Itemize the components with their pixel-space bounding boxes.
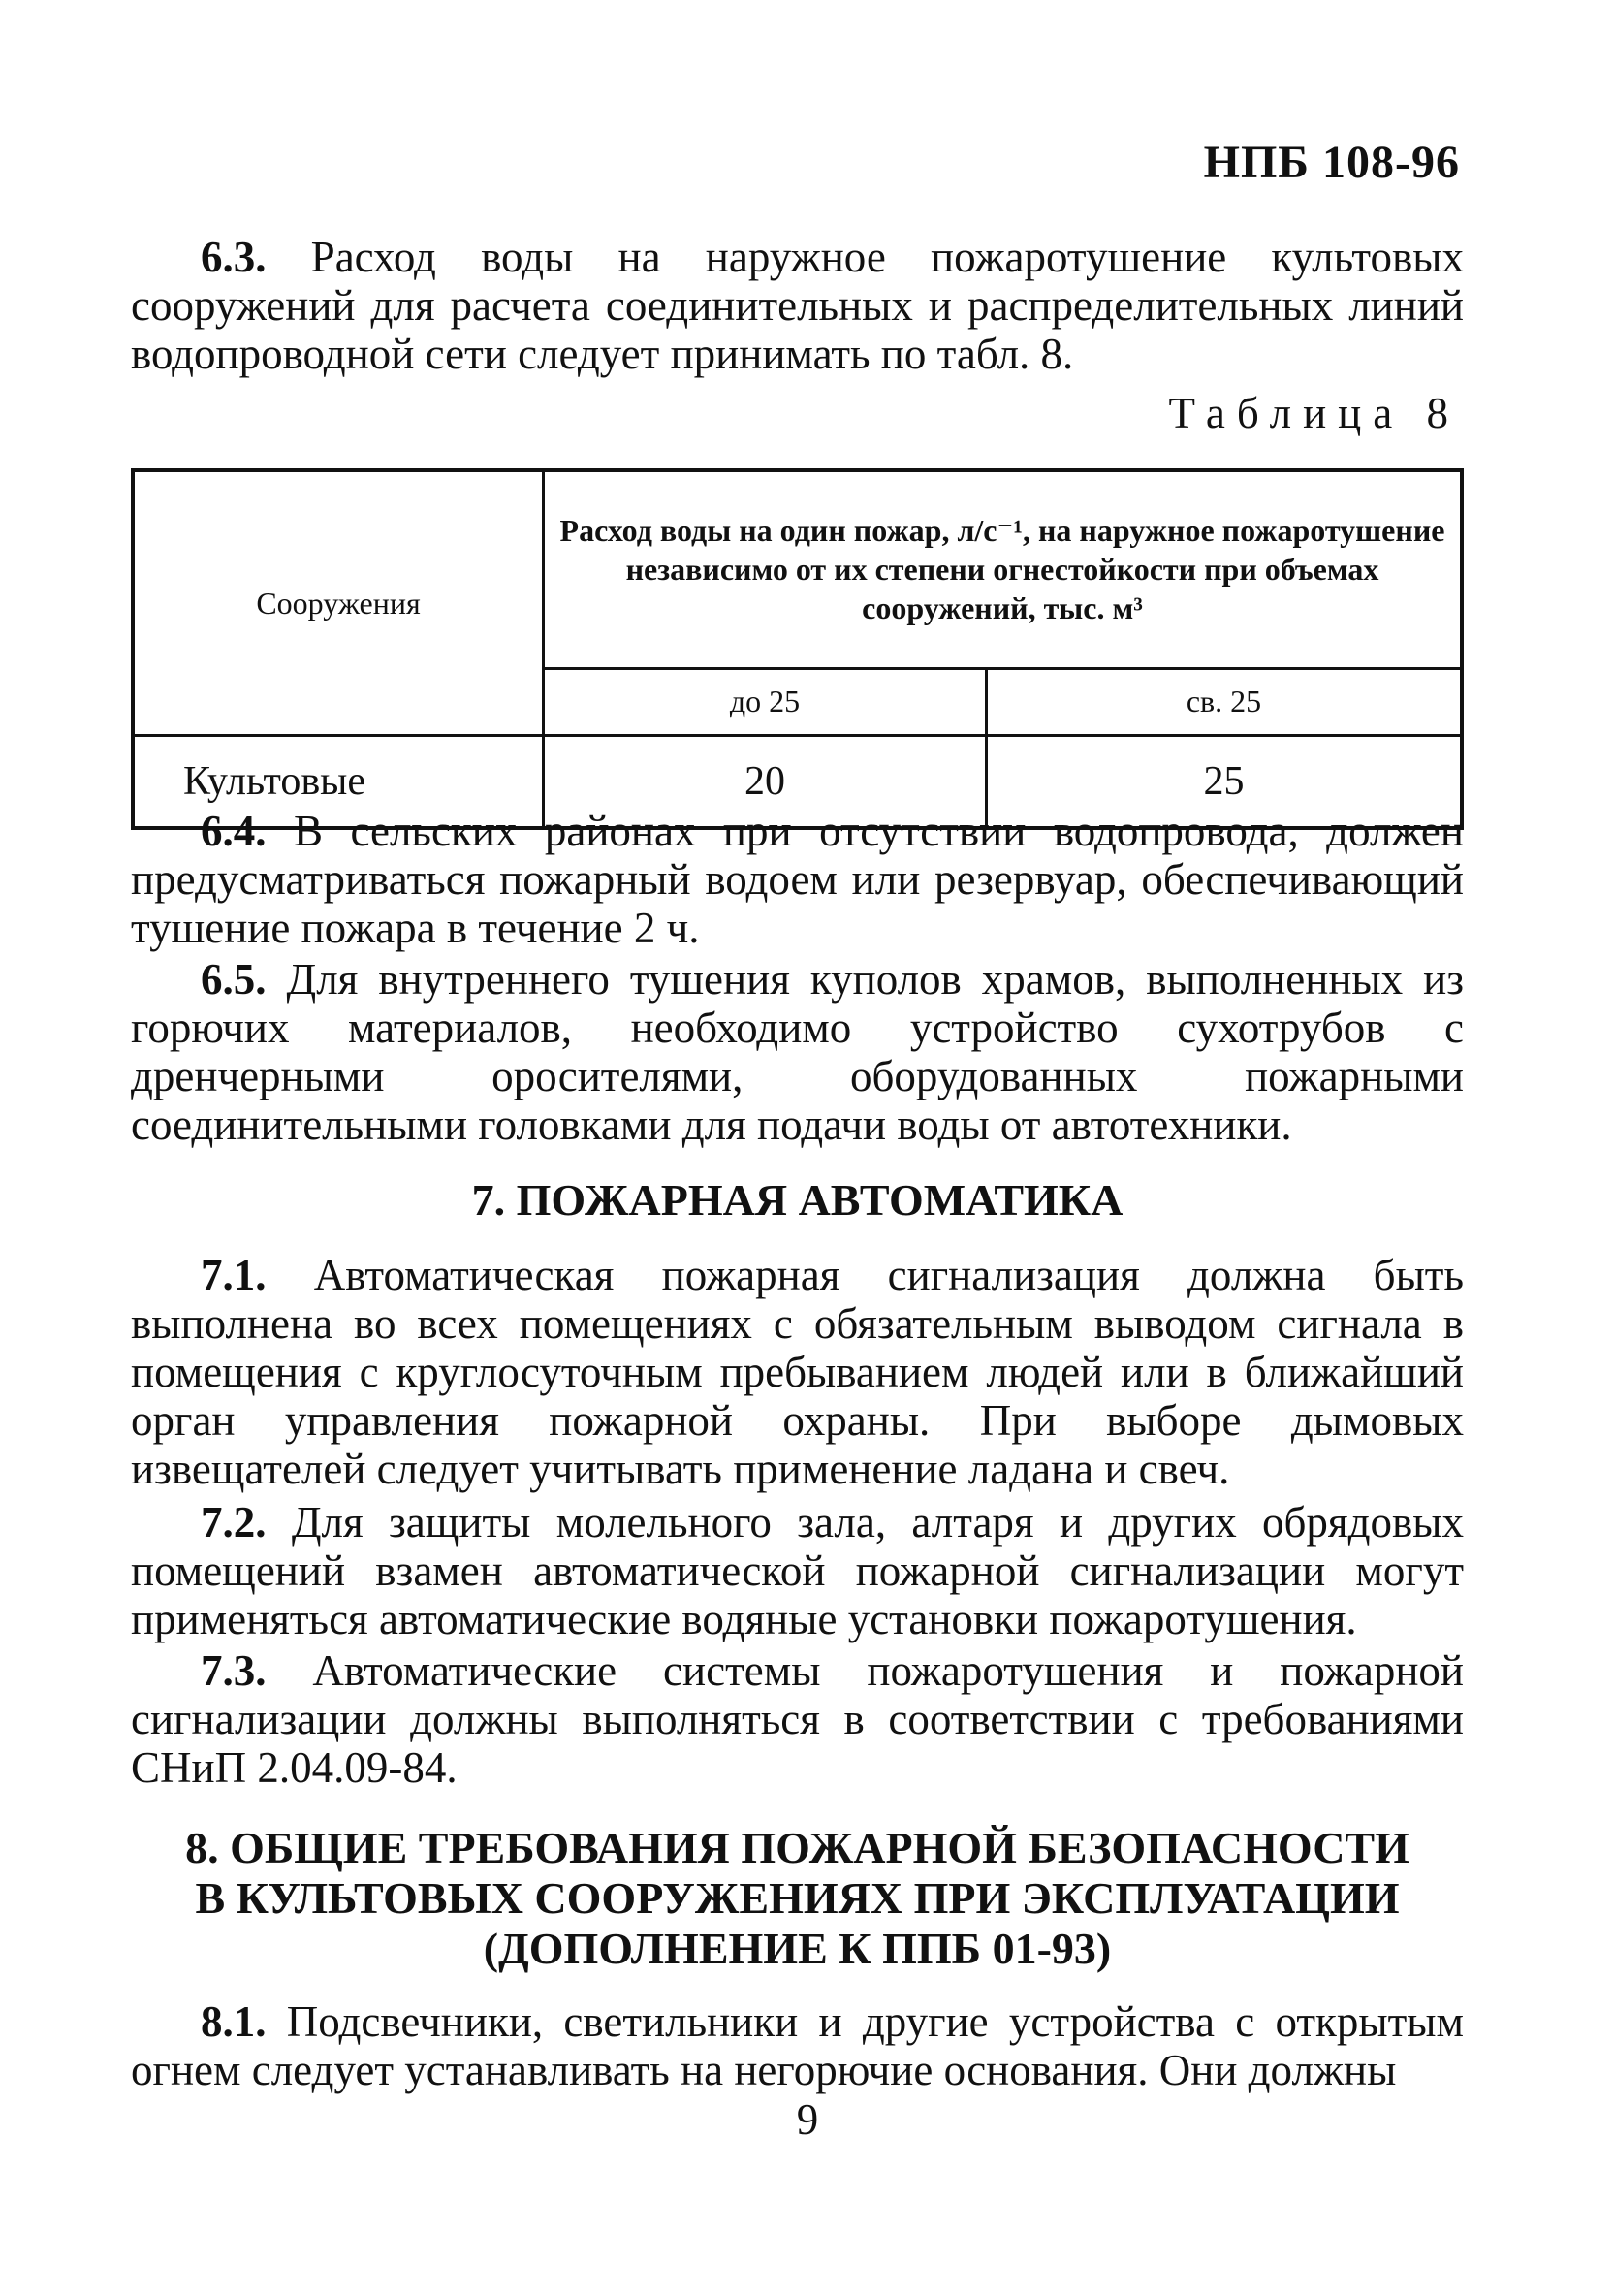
paragraph-8-1 — [131, 1997, 1464, 2094]
section-8-title-line-1: 8. ОБЩИЕ ТРЕБОВАНИЯ ПОЖАРНОЙ БЕЗОПАСНОСТИ — [185, 1823, 1409, 1872]
paragraph-number: 8.1. — [201, 1997, 267, 2046]
section-8-title — [131, 1823, 1464, 1974]
paragraph-number: 6.5. — [201, 955, 267, 1004]
table-subheader-upto-25: до 25 — [544, 668, 987, 735]
table-cell-upto-25: 20 — [544, 736, 987, 829]
section-8-title-line-3: (ДОПОЛНЕНИЕ К ППБ 01-93) — [483, 1924, 1112, 1973]
table-header-structures: Сооружения — [133, 470, 544, 736]
paragraph-text: Автоматические системы пожаротушения и пожарной сигнализации должны выполняться в соответствии с требованиями СНиП 2.04.09-84. — [131, 1646, 1464, 1792]
table-subheader-over-25: св. 25 — [986, 668, 1462, 735]
table-8 — [131, 468, 1464, 830]
paragraph-number: 6.3. — [201, 233, 267, 281]
table-cell-over-25: 25 — [986, 736, 1462, 829]
document-code: НПБ 108-96 — [1203, 137, 1460, 188]
table-cell-structure-name: Культовые — [133, 736, 544, 829]
paragraph-7-1 — [131, 1251, 1464, 1493]
paragraph-text: В сельских районах при отсутствии водопровода, должен предусматриваться пожарный водоем или резервуар, обеспечивающий тушение пожара в течение 2 ч. — [131, 807, 1464, 952]
paragraph-text: Подсвечники, светильники и другие устройства с открытым огнем следует устанавливать на негорючие основания. Они должны — [131, 1997, 1464, 2094]
paragraph-number: 6.4. — [201, 807, 267, 855]
paragraph-text: Для внутреннего тушения куполов храмов, выполненных из горючих материалов, необходимо устройство сухотрубов с дренчерными оросителями, оборудованных пожарными соединительными головками для подачи воды от автотехники. — [131, 955, 1464, 1149]
paragraph-6-4 — [131, 807, 1464, 952]
paragraph-6-3 — [131, 233, 1464, 378]
paragraph-text: Для защиты молельного зала, алтаря и других обрядовых помещений взамен автоматической пожарной сигнализации могут применяться автоматические водяные установки пожаротушения. — [131, 1498, 1464, 1643]
table-header-water-flow: Расход воды на один пожар, л/с⁻¹, на наружное пожаротушение независимо от их степени огнестойкости при объемах сооружений, тыс. м³ — [544, 470, 1463, 668]
paragraph-7-3 — [131, 1646, 1464, 1792]
section-7-title: 7. ПОЖАРНАЯ АВТОМАТИКА — [471, 1175, 1124, 1225]
paragraph-text: Автоматическая пожарная сигнализация должна быть выполнена во всех помещениях с обязательным выводом сигнала в помещения с круглосуточным пребыванием людей или в ближайший орган управления пожарной охраны. При выборе дымовых извещателей следует учитывать применение ладана и свеч. — [131, 1251, 1464, 1493]
paragraph-number: 7.3. — [201, 1646, 267, 1695]
paragraph-number: 7.2. — [201, 1498, 267, 1547]
paragraph-7-2 — [131, 1498, 1464, 1643]
paragraph-6-5 — [131, 955, 1464, 1149]
paragraph-number: 7.1. — [201, 1251, 267, 1299]
page-number: 9 — [796, 2095, 819, 2144]
paragraph-text: Расход воды на наружное пожаротушение культовых сооружений для расчета соединительных и распределительных линий водопроводной сети следует принимать по табл. 8. — [131, 233, 1464, 378]
section-8-title-line-2: В КУЛЬТОВЫХ СООРУЖЕНИЯХ ПРИ ЭКСПЛУАТАЦИИ — [195, 1873, 1400, 1923]
table-caption: Таблица 8 — [1168, 389, 1460, 437]
